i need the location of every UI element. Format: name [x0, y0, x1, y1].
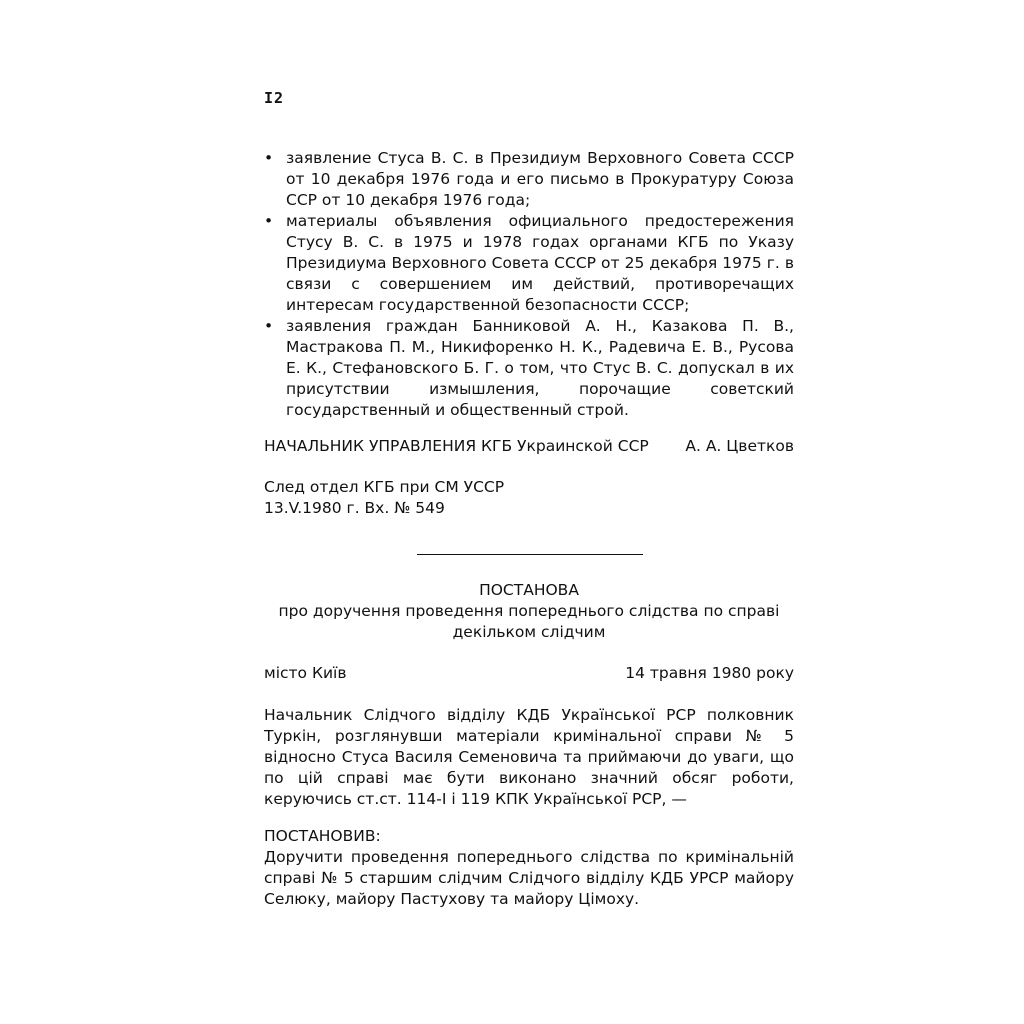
list-item: [264, 211, 794, 316]
document-page: [264, 0, 794, 1024]
resolution-subtitle: [264, 601, 794, 643]
bullet-symbol: •: [264, 317, 274, 335]
list-item-text: заявление Стуса В. С. в Президиум Верховного Совета СССР от 10 декабря 1976 года и его письмо в Прокуратуру Союза ССР от 10 декабря 1976 года;: [286, 149, 794, 209]
signatory-name: А. А. Цветков: [685, 437, 794, 455]
evidence-list: [264, 148, 794, 421]
section-divider: [417, 554, 643, 555]
resolution-title: ПОСТАНОВА: [479, 581, 579, 599]
list-item: [264, 148, 794, 211]
bullet-symbol: •: [264, 149, 274, 167]
signatory-position: НАЧАЛЬНИК УПРАВЛЕНИЯ КГБ Украинской ССР: [264, 437, 649, 455]
decision-heading: ПОСТАНОВИВ:: [264, 827, 381, 845]
list-item-text: заявления граждан Банниковой А. Н., Казакова П. В., Мастракова П. М., Никифоренко Н. К., Радевича Е. В., Русова Е. К., Стефановского Б. Г. о том, что Стус В. С. допускал в их присутствии измышления, порочащие советский государственный и общественный строй.: [286, 317, 794, 419]
subtitle-line-1: про доручення проведення попереднього слідства по справі: [278, 602, 780, 620]
bullet-symbol: •: [264, 212, 274, 230]
subtitle-line-2: декільком слідчим: [452, 623, 606, 641]
resolution-place: місто Київ: [264, 664, 347, 682]
decision-text: Доручити проведення попереднього слідства по кримінальній справі № 5 старшим слідчим Слідчого відділу КДБ УРСР майору Селюку, майору Пастухову та майору Цімоху.: [264, 848, 794, 908]
place-date-row: [264, 663, 794, 684]
list-item-text: материалы объявления официального предостережения Стусу В. С. в 1975 и 1978 годах органами КГБ по Указу Президиума Верховного Совета СССР от 25 декабря 1975 г. в связи с совершением им действий, противоречащих интересам государственной безопасности СССР;: [286, 212, 794, 314]
resolution-body: Начальник Слідчого відділу КДБ Української РСР полковник Туркін, розглянувши матеріали кримінальної справи № 5 відносно Стуса Василя Семеновича та приймаючи до уваги, що по цій справі має бути виконано значний обсяг роботи, керуючись ст.ст. 114-І і 119 КПК Української РСР, —: [264, 706, 794, 808]
registration-line-1: След отдел КГБ при СМ УССР: [264, 478, 505, 496]
registration-line-2: 13.V.1980 г. Вх. № 549: [264, 499, 445, 517]
signature-block: [264, 436, 794, 457]
registration-stamp: [264, 477, 794, 519]
list-item: [264, 316, 794, 421]
resolution-date: 14 травня 1980 року: [625, 664, 794, 682]
page-number: I2: [264, 89, 285, 107]
